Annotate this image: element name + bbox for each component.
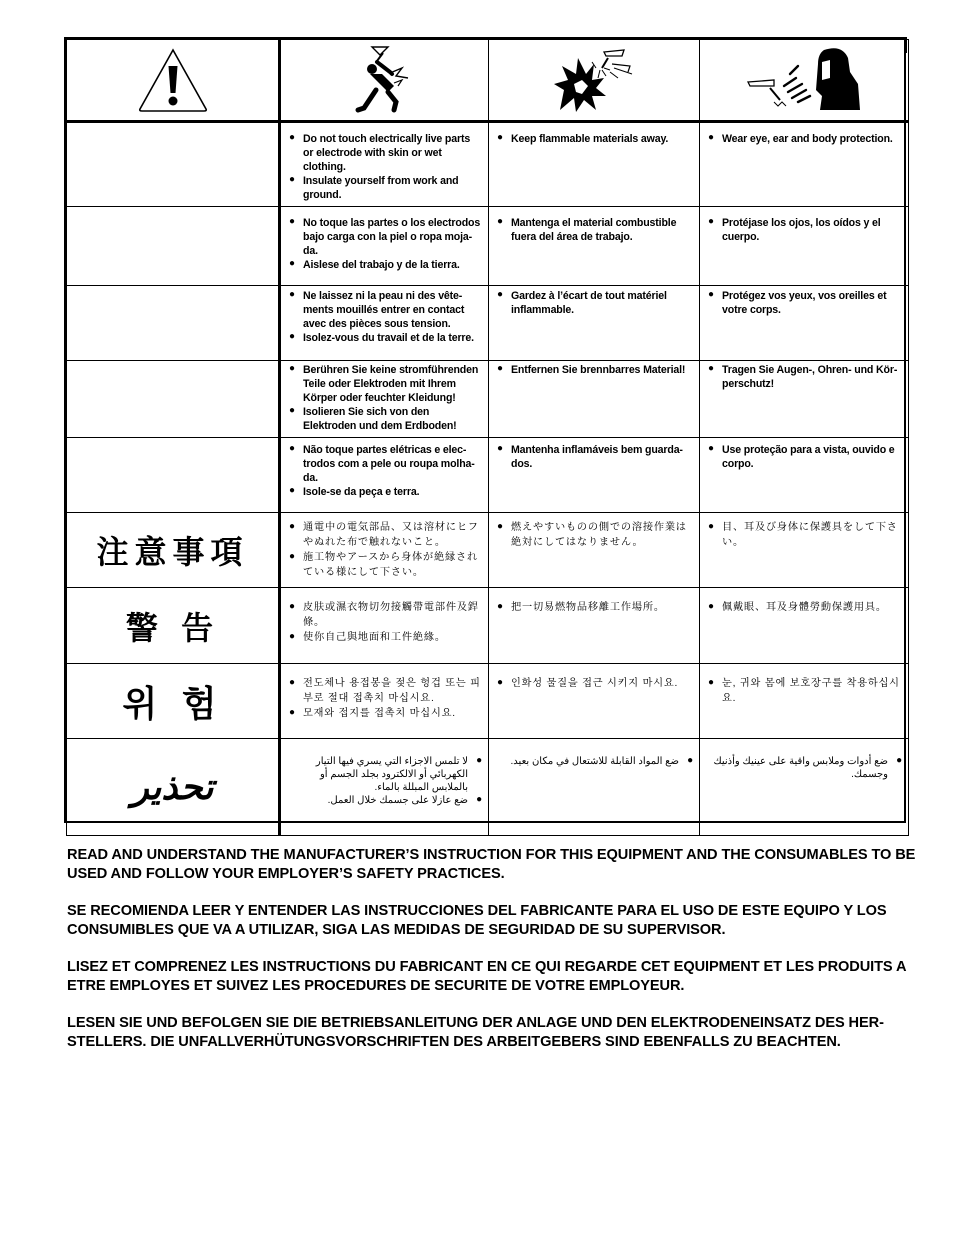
- welding-helmet-protection-icon: [744, 44, 864, 116]
- shock-item: ● 使你自己與地面和工件絶緣。: [289, 630, 482, 645]
- safety-table-frame: [64, 37, 906, 823]
- shock-item: ● 모재와 접지를 접촉치 마십시요.: [289, 706, 482, 721]
- protect-item: ● 佩戴眼、耳及身體勞動保護用具。: [708, 600, 902, 615]
- protect-list-japanese: [708, 520, 902, 550]
- row-portuguese: [67, 438, 909, 513]
- instructions-notes: [67, 846, 917, 1070]
- fire-list-spanish: [497, 216, 693, 244]
- fire-item: ● Mantenha inflamáveis bem guarda-dos.: [497, 443, 693, 471]
- protect-item: ● ضع أدوات وملابس واقية على عينيك وأذنيك وجسمك.: [708, 755, 902, 781]
- row-japanese: [67, 513, 909, 588]
- protect-item: ● Use proteção para a vista, ouvido e corpo.: [708, 443, 902, 471]
- protect-item: ● Protégez vos yeux, vos oreilles et votre corps.: [708, 289, 902, 317]
- fire-item: ● 인화성 물질을 접근 시키지 마시요.: [497, 676, 693, 691]
- icon-cell-fire: [489, 40, 700, 122]
- shock-item: ● ضع عازلا على جسمك خلال العمل.: [289, 794, 482, 807]
- shock-list-chinese: [289, 600, 482, 645]
- protect-list-spanish: [708, 216, 902, 244]
- shock-list-japanese: [289, 520, 482, 580]
- fire-list-portuguese: [497, 443, 693, 471]
- shock-list-arabic: [289, 755, 482, 807]
- row-arabic: [67, 739, 909, 836]
- icon-cell-warning: [67, 40, 280, 122]
- shock-item: ● Do not touch electrically live parts or electrode with skin or wet clothing.: [289, 132, 482, 174]
- row-chinese: [67, 588, 909, 664]
- protect-list-korean: [708, 676, 902, 706]
- label-spanish: [67, 207, 280, 286]
- protect-item: ● Tragen Sie Augen-, Ohren- und Kör-perschutz!: [708, 363, 902, 391]
- label-portuguese: [67, 438, 280, 513]
- protect-list-english: [708, 132, 902, 146]
- icon-row: [67, 40, 909, 122]
- shock-list-french: [289, 289, 482, 345]
- fire-item: ● Entfernen Sie brennbarres Material!: [497, 363, 693, 377]
- fire-list-japanese: [497, 520, 693, 550]
- shock-item: ● Não toque partes elétricas e elec-trodos com a pele ou roupa molha-da.: [289, 443, 482, 485]
- fire-item: ● Keep flammable materials away.: [497, 132, 693, 146]
- shock-list-portuguese: [289, 443, 482, 499]
- shock-list-english: [289, 132, 482, 202]
- fire-list-french: [497, 289, 693, 317]
- shock-item: ● 皮肤或濕衣物切勿接觸帶電部件及銲條。: [289, 600, 482, 630]
- fire-item: ● Gardez à l’écart de tout matériel inflammable.: [497, 289, 693, 317]
- label-arabic: تحذير: [131, 766, 214, 808]
- fire-list-korean: [497, 676, 693, 691]
- label-japanese: 注意事項: [96, 533, 249, 571]
- electric-shock-icon: [350, 44, 420, 116]
- fire-item: ● 燃えやすいものの側での溶接作業は絶対にしてはなりません。: [497, 520, 693, 550]
- fire-item: ● Mantenga el material combustible fuera del área de trabajo.: [497, 216, 693, 244]
- row-spanish: [67, 207, 909, 286]
- shock-item: ● 施工物やアースから身体が絶縁されている様にして下さい。: [289, 550, 482, 580]
- protect-list-portuguese: [708, 443, 902, 471]
- label-german: [67, 361, 280, 438]
- fire-list-chinese: [497, 600, 693, 615]
- fire-item: ● ضع المواد القابلة للاشتعال في مكان بعيد.: [497, 755, 693, 768]
- row-french: [67, 286, 909, 361]
- note-spanish: SE RECOMIENDA LEER Y ENTENDER LAS INSTRUCCIONES DEL FABRICANTE PARA EL USO DE ESTE EQUIPO Y LOS CONSUMIBLES QUE VA A UTILIZAR, SIGA LAS MEDIDAS DE SEGURIDAD DE SU SUPERVISOR.: [67, 903, 887, 938]
- note-french: LISEZ ET COMPRENEZ LES INSTRUCTIONS DU FABRICANT EN CE QUI REGARDE CET EQUIPMENT ET LES PRODUITS A ETRE EMPLOYES ET SUIVEZ LES PROCEDURES DE SECURITE DE VOTRE EMPLOYEUR.: [67, 959, 906, 994]
- label-chinese: 警 告: [125, 608, 220, 647]
- protect-list-chinese: [708, 600, 902, 615]
- fire-list-arabic: [497, 755, 693, 768]
- protect-item: ● 눈, 귀와 몸에 보호장구를 착용하십시요.: [708, 676, 902, 706]
- fire-list-english: [497, 132, 693, 146]
- shock-item: ● لا تلمس الاجزاء التي يسري فيها التيار الكهربائي أو الالكترود بجلد الجسم أو بالملابس المبللة بالماء.: [289, 755, 482, 794]
- safety-warning-table: [66, 39, 909, 836]
- icon-cell-protection: [700, 40, 909, 122]
- shock-item: ● Isole-se da peça e terra.: [289, 485, 482, 499]
- protect-list-french: [708, 289, 902, 317]
- shock-item: ● No toque las partes o los electrodos bajo carga con la piel o ropa moja-da.: [289, 216, 482, 258]
- icon-cell-shock: [280, 40, 489, 122]
- protect-list-arabic: [708, 755, 902, 781]
- note-english: READ AND UNDERSTAND THE MANUFACTURER’S INSTRUCTION FOR THIS EQUIPMENT AND THE CONSUMABLES TO BE USED AND FOLLOW YOUR EMPLOYER’S SAFETY PRACTICES.: [67, 847, 916, 882]
- shock-item: ● 전도체나 용접봉을 젖은 헝겁 또는 피부로 절대 접촉치 마십시요.: [289, 676, 482, 706]
- row-german: [67, 361, 909, 438]
- label-english: [67, 122, 280, 207]
- fire-list-german: [497, 363, 693, 377]
- shock-item: ● 通電中の電気部品、又は溶材にヒフやぬれた布で触れないこと。: [289, 520, 482, 550]
- shock-list-spanish: [289, 216, 482, 272]
- warning-triangle-icon: [137, 47, 209, 113]
- shock-item: ● Insulate yourself from work and ground.: [289, 174, 482, 202]
- shock-item: ● Ne laissez ni la peau ni des vête-ments mouillés entrer en contact avec des pièces sous tension.: [289, 289, 482, 331]
- shock-list-korean: [289, 676, 482, 721]
- note-german: LESEN SIE UND BEFOLGEN SIE DIE BETRIEBSANLEITUNG DER ANLAGE UND DEN ELEKTRODENEINSATZ DES HER-STELLERS. DIE UNFALLVERHÜTUNGSVORSCHRIFTEN DES ARBEITGEBERS SIND EBENFALLS ZU BEACHTEN.: [67, 1015, 884, 1050]
- protect-item: ● Wear eye, ear and body protection.: [708, 132, 902, 146]
- shock-item: ● Aislese del trabajo y de la tierra.: [289, 258, 482, 272]
- row-english: [67, 122, 909, 207]
- fire-item: ● 把一切易燃物品移離工作場所。: [497, 600, 693, 615]
- label-french: [67, 286, 280, 361]
- protect-item: ● 目、耳及び身体に保護具をして下さい。: [708, 520, 902, 550]
- shock-item: ● Isolez-vous du travail et de la terre.: [289, 331, 482, 345]
- row-korean: [67, 664, 909, 739]
- protect-list-german: [708, 363, 902, 391]
- shock-list-german: [289, 363, 482, 433]
- protect-item: ● Protéjase los ojos, los oídos y el cuerpo.: [708, 216, 902, 244]
- fire-explosion-icon: [552, 44, 636, 116]
- label-korean: 위 험: [122, 683, 223, 725]
- shock-item: ● Berühren Sie keine stromführenden Teile oder Elektroden mit Ihrem Körper oder feuchter Kleidung!: [289, 363, 482, 405]
- shock-item: ● Isolieren Sie sich von den Elektroden und dem Erdboden!: [289, 405, 482, 433]
